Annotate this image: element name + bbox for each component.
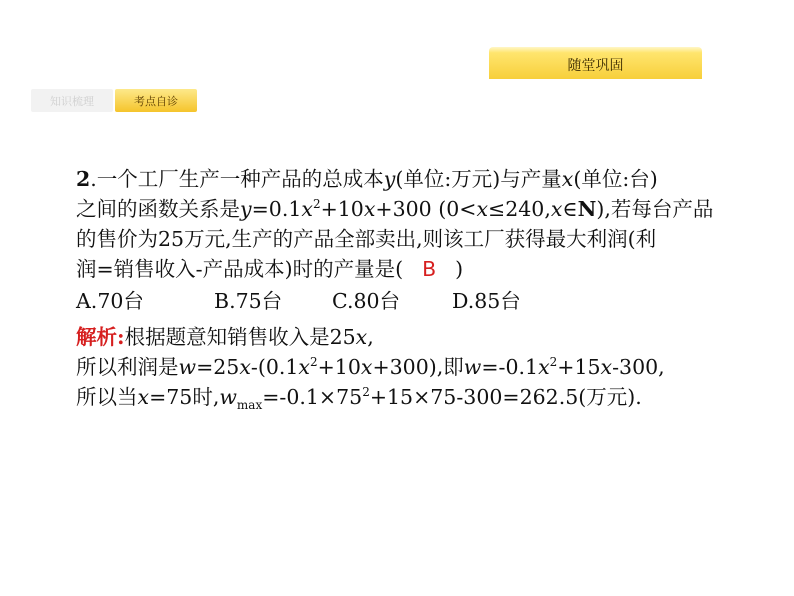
- text: 之间的函数关系是: [76, 197, 240, 221]
- text: 所以利润是: [76, 355, 179, 379]
- exponent: 2: [549, 355, 558, 370]
- var: w: [178, 355, 197, 379]
- solution-label: 解析:: [76, 325, 125, 349]
- var: x: [298, 355, 310, 379]
- var: x: [476, 197, 489, 221]
- solution-line-3: [76, 382, 776, 412]
- section-tab-review[interactable]: [489, 47, 702, 79]
- text: (单位:台): [573, 167, 658, 191]
- set-symbol: N: [577, 197, 597, 221]
- text: -(0.1: [250, 355, 299, 379]
- question-line-3: 的售价为25万元,生产的产品全部卖出,则该工厂获得最大利润(利: [76, 227, 657, 251]
- var: x: [137, 385, 150, 409]
- text: ): [455, 257, 464, 281]
- options-row: [76, 286, 776, 316]
- option-b[interactable]: B.75台: [214, 289, 283, 313]
- question-line-2: [76, 194, 776, 224]
- option-c[interactable]: C.80台: [332, 289, 401, 313]
- section-tab-label: 随堂巩固: [567, 58, 624, 74]
- var: y: [240, 197, 252, 221]
- text: 润=销售收入-产品成本)时的产量是(: [76, 257, 404, 281]
- var: x: [363, 197, 376, 221]
- var: x: [301, 197, 313, 221]
- text: =75时,: [149, 385, 220, 409]
- solution-line-1: [76, 322, 776, 352]
- var: x: [239, 355, 251, 379]
- text: (单位:万元)与产量: [395, 167, 562, 191]
- tab-knowledge-review[interactable]: [31, 89, 113, 112]
- text: +10: [317, 355, 361, 379]
- text: ),若每台产品: [596, 197, 714, 221]
- exponent: 2: [309, 355, 318, 370]
- question-content: [76, 164, 776, 412]
- tab-label: 知识梳理: [50, 94, 94, 108]
- text: +15: [557, 355, 601, 379]
- question-number: 2: [76, 167, 91, 191]
- question-line-4: [76, 254, 776, 284]
- text: 根据题意知销售收入是25: [124, 325, 356, 349]
- text: +10: [320, 197, 364, 221]
- exponent: 2: [362, 385, 370, 400]
- text: =-0.1: [481, 355, 539, 379]
- tab-label: 考点自诊: [134, 94, 178, 108]
- text: ≤240,: [488, 197, 551, 221]
- var: x: [538, 355, 550, 379]
- text: .一个工厂生产一种产品的总成本: [90, 167, 384, 191]
- var: x: [561, 167, 574, 191]
- var: x: [600, 355, 613, 379]
- tab-self-test[interactable]: [115, 89, 197, 112]
- text: =0.1: [251, 197, 302, 221]
- option-a[interactable]: A.70台: [76, 289, 144, 313]
- var: y: [383, 167, 396, 191]
- text: ,: [367, 325, 374, 349]
- var: x: [550, 197, 563, 221]
- answer-choice: B: [422, 257, 437, 281]
- text: +300 (0<: [375, 197, 477, 221]
- text: +15×75-300=262.5(万元).: [369, 385, 642, 409]
- exponent: 2: [312, 197, 321, 212]
- solution-line-2: [76, 352, 776, 382]
- text: 所以当: [76, 385, 138, 409]
- text: =25: [196, 355, 240, 379]
- text: -300,: [612, 355, 665, 379]
- var: w: [463, 355, 482, 379]
- var: x: [360, 355, 373, 379]
- subscript: max: [236, 398, 263, 413]
- text: ∈: [562, 197, 578, 221]
- option-d[interactable]: D.85台: [452, 289, 521, 313]
- text: =-0.1×75: [262, 385, 363, 409]
- var: w: [219, 385, 237, 409]
- text: +300),即: [372, 355, 464, 379]
- var: x: [355, 325, 368, 349]
- question-line-1: [76, 164, 776, 194]
